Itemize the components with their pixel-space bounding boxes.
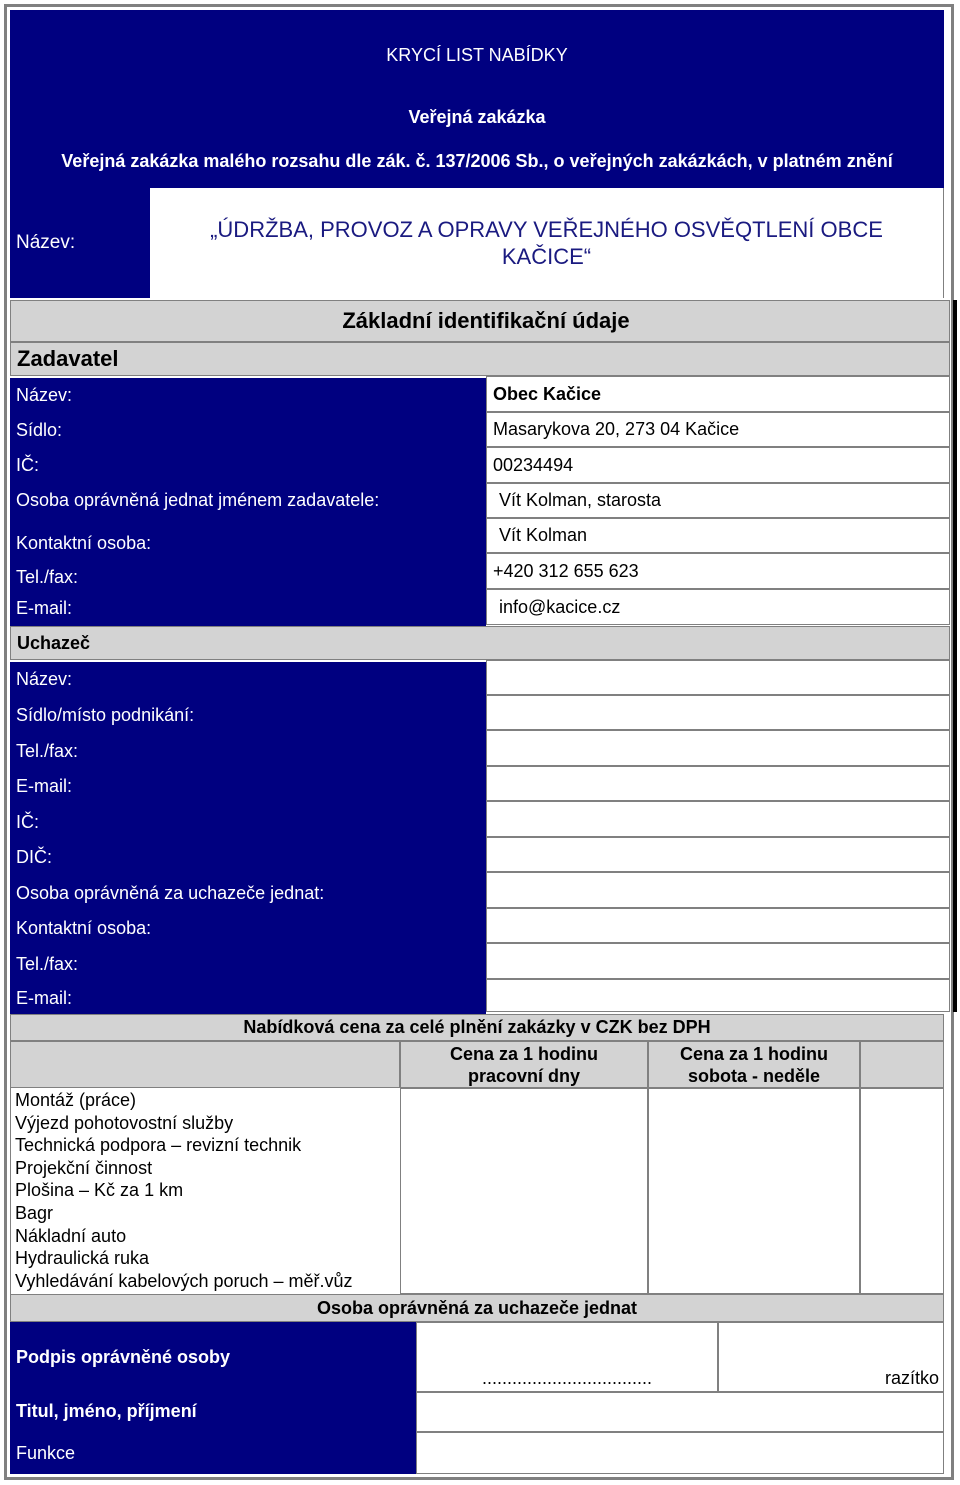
uchazec-label-8-text: Tel./fax: xyxy=(16,953,79,974)
zadavatel-label-6-text: E-mail: xyxy=(16,598,73,618)
zadavatel-value-5 xyxy=(486,553,950,589)
zadavatel-label-5-text: Tel./fax: xyxy=(16,566,79,587)
zadavatel-heading-text: Zadavatel xyxy=(17,346,119,371)
uchazec-label-4 xyxy=(10,804,486,840)
uchazec-label-2-text: Tel./fax: xyxy=(16,740,79,761)
zadavatel-label-3-text: Osoba oprávněná jednat jménem zadavatele: xyxy=(16,490,380,510)
zadavatel-value-3-text: Vít Kolman, starosta xyxy=(499,490,662,510)
signature-heading xyxy=(10,1294,944,1322)
zadavatel-value-3 xyxy=(486,483,950,518)
uchazec-label-3-text: E-mail: xyxy=(16,776,73,796)
uchazec-value-5[interactable] xyxy=(486,837,950,872)
zadavatel-value-1 xyxy=(486,412,950,447)
uchazec-value-7[interactable] xyxy=(486,908,950,943)
sign-label xyxy=(10,1340,416,1374)
zadavatel-value-6 xyxy=(486,589,950,625)
stamp-field[interactable] xyxy=(718,1322,944,1392)
zadavatel-label-4-text: Kontaktní osoba: xyxy=(16,533,152,553)
price-col-weekday-line1: Cena za 1 hodinu xyxy=(449,1043,599,1064)
zadavatel-value-5-text: +420 312 655 623 xyxy=(493,560,639,581)
zadavatel-label-2-text: IČ: xyxy=(16,455,40,475)
contract-name-value-text: „ÚDRŽBA, PROVOZ A OPRAVY VEŘEJNÉHO OSVĚQTLENÍ OBCE KAČICE“ xyxy=(210,217,883,269)
page-title xyxy=(10,10,944,100)
contract-name-value xyxy=(150,188,944,298)
uchazec-value-0[interactable] xyxy=(486,660,950,695)
uchazec-label-3 xyxy=(10,769,486,804)
price-heading xyxy=(10,1014,944,1041)
uchazec-value-3[interactable] xyxy=(486,766,950,801)
price-item: Plošina – Kč za 1 km xyxy=(15,1180,184,1201)
sign-label-text: Podpis oprávněné osoby xyxy=(16,1346,231,1367)
price-item: Výjezd pohotovostní služby xyxy=(15,1112,234,1133)
uchazec-label-7 xyxy=(10,911,486,946)
function-label xyxy=(10,1436,416,1470)
page-title-text: KRYCÍ LIST NABÍDKY xyxy=(386,44,568,65)
price-item: Montáž (práce) xyxy=(15,1090,137,1110)
uchazec-value-6[interactable] xyxy=(486,872,950,908)
uchazec-value-4[interactable] xyxy=(486,801,950,837)
zadavatel-value-1-text: Masarykova 20, 273 04 Kačice xyxy=(493,419,740,439)
title-name-label xyxy=(10,1394,416,1428)
uchazec-label-2 xyxy=(10,733,486,769)
legal-line xyxy=(10,134,944,188)
zadavatel-label-2 xyxy=(10,448,486,483)
uchazec-label-7-text: Kontaktní osoba: xyxy=(16,918,152,938)
price-item: Hydraulická ruka xyxy=(15,1248,150,1269)
price-header-blank xyxy=(10,1041,400,1088)
price-col-weekday xyxy=(400,1041,648,1088)
price-weekend-input[interactable] xyxy=(648,1088,860,1294)
zadavatel-label-3 xyxy=(10,483,486,518)
signature-heading-text: Osoba oprávněná za uchazeče jednat xyxy=(316,1297,638,1318)
uchazec-label-5-text: DIČ: xyxy=(16,847,52,867)
uchazec-label-0 xyxy=(10,662,486,697)
price-item: Bagr xyxy=(15,1202,54,1223)
zadavatel-label-1-text: Sídlo: xyxy=(16,420,63,440)
zadavatel-value-2-text: 00234494 xyxy=(493,454,574,475)
price-item: Vyhledávání kabelových poruch – měř.vůz xyxy=(15,1270,353,1291)
zadavatel-label-0 xyxy=(10,378,486,413)
uchazec-value-1[interactable] xyxy=(486,695,950,730)
uchazec-value-2[interactable] xyxy=(486,730,950,766)
uchazec-heading xyxy=(10,626,950,660)
signature-dots: .................................. xyxy=(481,1368,653,1388)
price-col-weekend xyxy=(648,1041,860,1088)
price-col-weekday-line2: pracovní dny xyxy=(467,1065,581,1086)
title-name-label-text: Titul, jméno, příjmení xyxy=(16,1400,197,1421)
section-basic-info-text: Základní identifikační údaje xyxy=(342,308,630,333)
zadavatel-heading xyxy=(10,342,950,376)
contract-name-label xyxy=(10,188,150,298)
stamp-label: razítko xyxy=(884,1368,939,1388)
zadavatel-label-6 xyxy=(10,591,486,626)
function-label-text: Funkce xyxy=(16,1442,76,1463)
uchazec-label-4-text: IČ: xyxy=(16,811,40,832)
uchazec-label-1 xyxy=(10,697,486,733)
price-items-list xyxy=(10,1088,400,1294)
price-col-weekend-line2: sobota - neděle xyxy=(687,1065,821,1086)
uchazec-label-1-text: Sídlo/místo podnikání: xyxy=(16,704,195,725)
zadavatel-value-0-text: Obec Kačice xyxy=(493,383,602,404)
signature-field[interactable] xyxy=(416,1322,718,1392)
price-item: Projekční činnost xyxy=(15,1157,153,1178)
contract-name-label-text: Název: xyxy=(16,232,76,253)
uchazec-label-9-text: E-mail: xyxy=(16,987,73,1008)
price-heading-text: Nabídková cena za celé plnění zakázky v CZK bez DPH xyxy=(243,1017,711,1037)
right-edge-line xyxy=(953,300,957,1012)
uchazec-value-9[interactable] xyxy=(486,979,950,1012)
title-name-field[interactable] xyxy=(416,1392,944,1432)
price-weekday-input[interactable] xyxy=(400,1088,648,1294)
uchazec-label-6-text: Osoba oprávněná za uchazeče jednat: xyxy=(16,882,325,903)
uchazec-label-9 xyxy=(10,982,486,1014)
zadavatel-value-6-text: info@kacice.cz xyxy=(499,596,621,617)
contract-type-text: Veřejná zakázka xyxy=(408,106,546,127)
zadavatel-value-4 xyxy=(486,518,950,553)
price-right-blank xyxy=(860,1088,944,1294)
uchazec-label-6 xyxy=(10,875,486,911)
zadavatel-value-0 xyxy=(486,376,950,412)
price-item: Technická podpora – revizní technik xyxy=(15,1135,302,1156)
section-basic-info xyxy=(10,300,950,342)
uchazec-heading-text: Uchazeč xyxy=(17,632,91,653)
uchazec-label-8 xyxy=(10,946,486,982)
uchazec-label-0-text: Název: xyxy=(16,669,73,689)
price-header-right xyxy=(860,1041,944,1088)
contract-type xyxy=(10,100,944,134)
zadavatel-label-5 xyxy=(10,563,486,591)
zadavatel-label-4 xyxy=(10,518,486,563)
legal-line-text: Veřejná zakázka malého rozsahu dle zák. č. 137/2006 Sb., o veřejných zakázkách, v platném znění xyxy=(61,150,893,171)
zadavatel-value-4-text: Vít Kolman xyxy=(499,525,588,545)
zadavatel-label-1 xyxy=(10,413,486,448)
zadavatel-value-2 xyxy=(486,447,950,483)
function-field[interactable] xyxy=(416,1432,944,1474)
uchazec-value-8[interactable] xyxy=(486,943,950,979)
zadavatel-label-0-text: Název: xyxy=(16,385,73,405)
uchazec-label-5 xyxy=(10,840,486,875)
price-item: Nákladní auto xyxy=(15,1225,127,1246)
price-col-weekend-line1: Cena za 1 hodinu xyxy=(679,1043,829,1064)
